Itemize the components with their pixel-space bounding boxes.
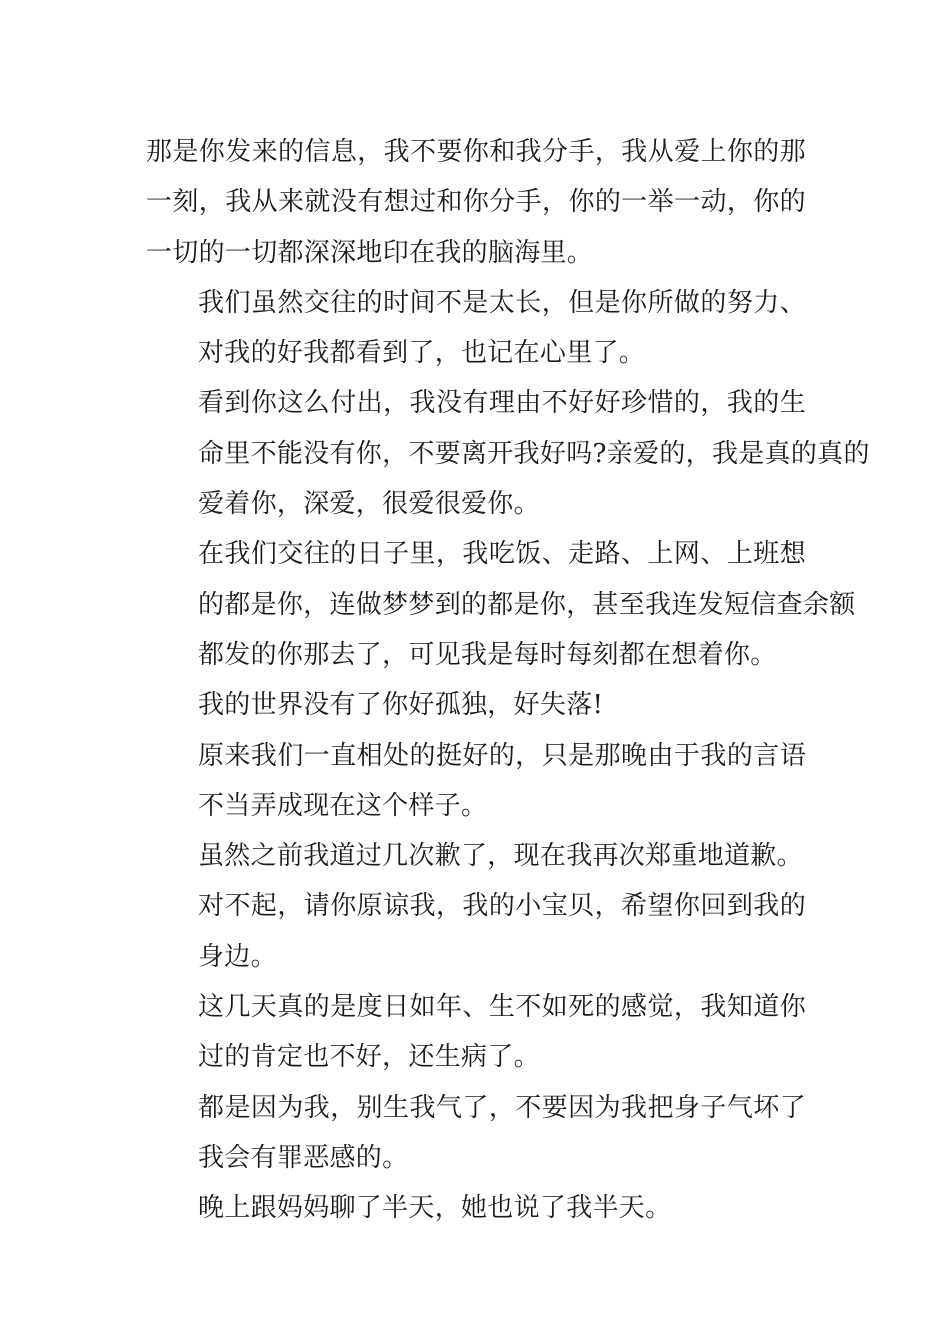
text-line: 在我们交往的日子里，我吃饭、走路、上网、上班想 (198, 539, 806, 570)
paragraph (146, 881, 806, 982)
text-line: 对我的好我都看到了，也记在心里了。 (198, 338, 646, 369)
text-line: 对不起，请你原谅我，我的小宝贝，希望你回到我的 (198, 891, 806, 922)
text-line: 都是因为我，别生我气了，不要因为我把身子气坏了 (198, 1092, 806, 1123)
paragraph (146, 982, 806, 1083)
paragraph (146, 378, 870, 529)
text-line: 身边。 (198, 941, 277, 972)
paragraph (146, 831, 806, 881)
text-line: 那是你发来的信息，我不要你和我分手，我从爱上你的那 (146, 137, 806, 167)
text-line: 原来我们一直相处的挺好的，只是那晚由于我的言语 (198, 740, 806, 771)
text-line: 过的肯定也不好，还生病了。 (198, 1042, 540, 1073)
text-line: 看到你这么付出，我没有理由不好好珍惜的，我的生 (198, 388, 806, 419)
text-line: 都发的你那去了，可见我是每时每刻都在想着你。 (198, 639, 777, 670)
paragraph (146, 680, 806, 730)
text-line: 不当弄成现在这个样子。 (198, 790, 488, 821)
paragraph (146, 127, 806, 278)
text-line: 命里不能没有你，不要离开我好吗?亲爱的，我是真的真的 (198, 438, 870, 469)
paragraph (146, 731, 806, 832)
text-line: 虽然之前我道过几次歉了，现在我再次郑重地道歉。 (198, 841, 803, 872)
paragraph (146, 1183, 806, 1233)
document-body (146, 127, 870, 1234)
text-line: 我会有罪恶感的。 (198, 1142, 409, 1173)
text-line: 爱着你，深爱，很爱很爱你。 (198, 489, 540, 520)
text-line: 的都是你，连做梦梦到的都是你，甚至我连发短信查余额 (198, 589, 856, 620)
text-line: 我的世界没有了你好孤独，好失落! (198, 690, 604, 721)
text-line: 一刻，我从来就没有想过和你分手，你的一举一动，你的 (146, 187, 806, 218)
text-line: 晚上跟妈妈聊了半天，她也说了我半天。 (198, 1193, 672, 1224)
text-line: 我们虽然交往的时间不是太长，但是你所做的努力、 (198, 287, 806, 318)
text-line: 一切的一切都深深地印在我的脑海里。 (146, 237, 594, 268)
paragraph (146, 1083, 806, 1184)
paragraph (146, 529, 856, 680)
text-line: 这几天真的是度日如年、生不如死的感觉，我知道你 (198, 992, 806, 1023)
paragraph (146, 278, 806, 379)
